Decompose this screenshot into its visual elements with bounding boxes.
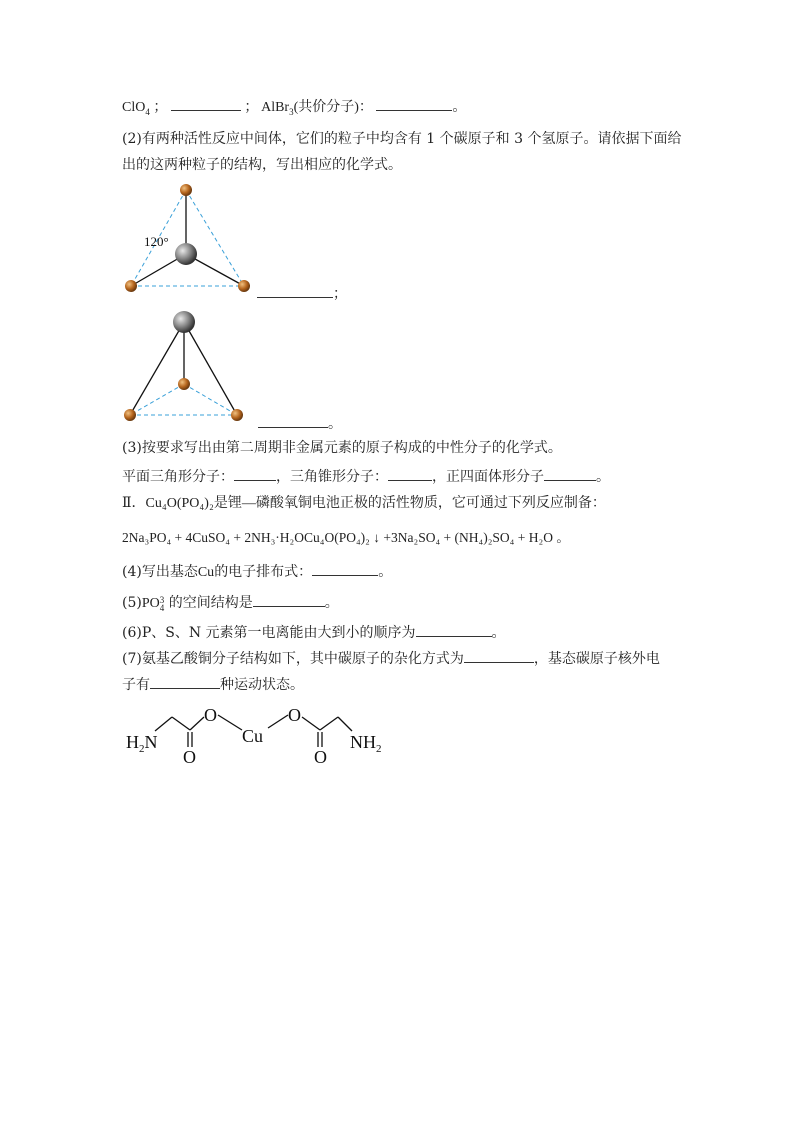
h2n-label: $H_2N$ xyxy=(126,732,158,755)
q4-line: (4)写出基态Cu的电子排布式： 。 xyxy=(122,561,392,583)
q2-blank-line1: ； xyxy=(257,283,347,304)
hydrogen-atom-top xyxy=(180,184,192,196)
q2-text-line1: (2)有两种活性反应中间体，它们的粒子中均含有 1 个碳原子和 3 个氢原子。请依据下面给 xyxy=(122,131,682,147)
q1-line: ClO$_4$ ； ； AlBr$_3$(共价分子)： 。 xyxy=(122,96,466,122)
q3-answers-line: 平面三角形分子： ，三角锥形分子： ，正四面体形分子 。 xyxy=(122,466,610,487)
hydrogen-atom-left xyxy=(125,280,137,292)
cu4o-po4-2-formula: Cu₄O(PO₄)₂ xyxy=(145,496,214,511)
q6-line: (6)P、S、N 元素第一电离能由大到小的顺序为 。 xyxy=(122,622,506,643)
answer-blank-planar[interactable] xyxy=(257,283,333,298)
nh2-label: $NH_2$ xyxy=(350,732,382,755)
bonds xyxy=(130,322,237,415)
reaction-equation: 2Na₃PO₄ + 4CuSO₄ + 2NH₃·H₂OCu₄O(PO₄)₂ ↓ +3Na₂SO₄ + (NH₄)₂SO₄ + H₂O 。 xyxy=(122,530,570,545)
phosphate-ion: PO 3 4 xyxy=(141,594,165,613)
pyramid-structure-diagram xyxy=(120,305,260,425)
hydrogen-atom-right xyxy=(238,280,250,292)
planar-structure-diagram xyxy=(120,180,260,295)
answer-blank-motion-states[interactable] xyxy=(150,674,220,689)
hydrogen-atom-right xyxy=(231,409,243,421)
oxygen-carbonyl-left-label: O xyxy=(183,747,196,767)
answer-blank-pyramid[interactable] xyxy=(258,413,328,428)
answer-blank-spatial-structure[interactable] xyxy=(253,592,325,607)
answer-blank-albr3[interactable] xyxy=(376,96,452,111)
q5-line: (5)PO 3 4 的空间结构是 。 xyxy=(122,592,339,614)
oxygen-left-label: O xyxy=(204,705,217,725)
hydrogen-atom-back xyxy=(178,378,190,390)
carbon-atom xyxy=(173,311,195,333)
answer-blank-tetrahedral-molecule[interactable] xyxy=(544,466,596,481)
q3-text: (3)按要求写出由第二周期非金属元素的原子构成的中性分子的化学式。 xyxy=(122,440,562,456)
answer-blank-hybridization[interactable] xyxy=(464,648,534,663)
albr3-formula: AlBr$_3$ xyxy=(261,100,294,117)
q2-text-line2: 出的这两种粒子的结构，写出相应的化学式。 xyxy=(122,157,402,173)
q7-line1: (7)氨基乙酸铜分子结构如下，其中碳原子的杂化方式为 ，基态碳原子核外电 xyxy=(122,648,660,669)
answer-blank-pyramid-molecule[interactable] xyxy=(388,466,432,481)
q2-blank-line2: 。 xyxy=(258,413,342,434)
answer-blank-ionization-order[interactable] xyxy=(416,622,492,637)
answer-blank-electron-config[interactable] xyxy=(312,561,378,576)
clo4-formula: ClO$_4$ xyxy=(122,100,150,117)
copper-glycinate-structure xyxy=(120,700,400,770)
oxygen-carbonyl-right-label: O xyxy=(314,747,327,767)
answer-blank-clo4[interactable] xyxy=(171,96,241,111)
part2-intro: Ⅱ．Cu₄O(PO₄)₂是锂—磷酸氧铜电池正极的活性物质，它可通过下列反应制备： xyxy=(122,496,606,511)
carbon-atom xyxy=(175,243,197,265)
angle-label: 120° xyxy=(144,234,169,249)
hydrogen-atom-left xyxy=(124,409,136,421)
copper-label: Cu xyxy=(242,726,264,746)
oxygen-right-label: O xyxy=(288,705,301,725)
answer-blank-planar-molecule[interactable] xyxy=(234,466,276,481)
q7-line2: 子有 种运动状态。 xyxy=(122,674,304,695)
